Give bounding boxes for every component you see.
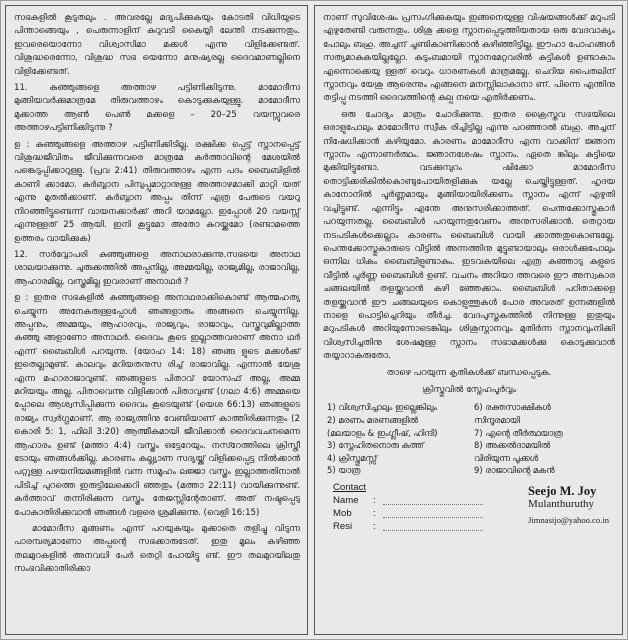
name-colon: : bbox=[373, 494, 376, 506]
left-paragraph-1: സഭകളിൽ കൂടുതലും . അവരല്ലേ മദ്യപിക്കുകയും കോടതി വിധിയുടെ പിന്താങ്ങെയും , പെരുന്നാളിന് കുറുവടി കൈയ്യി ലേന്തി നടക്കുന്നതും. ഇവരെയൊന്നോ വിശ്വാസിമാ മക്കൾ എന്നു വിളിക്കേണ്ടത്. വിശുദ്ധരെന്നോ, വിശുദ്ധ സഭ യെന്നോ മനുഷ്യരല്ല ദൈവമാണല്ലിനെ വിളിക്കേണ്ടത്. bbox=[14, 13, 300, 77]
list-item: 4) ക്രിസ്തുമസ്സ് bbox=[327, 452, 377, 463]
list-item: 5) യാത്ര bbox=[327, 465, 361, 476]
list-item: 7) എന്റെ തീർത്ഥയാത്ര bbox=[474, 427, 563, 438]
list-item: വിരിയുന്ന പൂക്കൾ bbox=[474, 452, 538, 463]
contact-heading: Contact bbox=[333, 481, 367, 493]
list-item: (മലയാളം & ഇംഗ്ലീഷ്, ഹിന്ദി) bbox=[327, 427, 438, 438]
mob-fill-line bbox=[383, 509, 483, 518]
question-12: 12. സർവ്വോപരി കുഞ്ഞുങ്ങളെ അനാഥരാക്കുന്നു.സഭയെ അനാഥ ശാലയാക്കുന്നു. ചുരുക്കത്തിൽ അപ്പനില്ല, അമ്മയില്ല, രാജ്യമില്ല, രാജാവില്ല, ആഹാരമില്ല, വസ്ത്രമില്ല ഇവരാണ് അനാഥർ ? bbox=[14, 249, 300, 287]
reading-list-left bbox=[327, 401, 468, 477]
list-item: 2) മരണം മരണങ്ങളിൽ bbox=[327, 414, 418, 425]
reading-list bbox=[327, 401, 615, 477]
resi-colon: : bbox=[373, 520, 376, 532]
contact-form bbox=[333, 494, 483, 533]
signature-block bbox=[528, 485, 609, 527]
list-item: 1) വിശ്വസിച്ചാലും ഇല്ലെങ്കിലും bbox=[327, 402, 437, 413]
name-fill-line bbox=[383, 496, 483, 505]
right-paragraph-1: നാണ് സുവിശേഷം പ്രസംഗിക്കുകയും ഇങ്ങനെയുള്ള വിഷയങ്ങൾക്ക് മറുപടി എഴുതേണ്ടി വരുന്നതും. ശിശു ക്കളെ സ്നാനപ്പെടുത്തിയതായ ഒരു വേദവാക്യം പോലും ബഹു. അച്ചന് ചൂണ്ടികാണിക്കാൻ കഴിഞ്ഞിട്ടില്ല. ഈഹാ പോഹങ്ങൾ സത്യമാകുകയില്ലല്ലോ. കുടുംബമായി സ്നാനമേറ്റവരിൽ കുട്ടികൾ ഉണ്ടാകാം എന്നൊക്കെയു ള്ളത് വെറും ധാരണകൾ മാത്രമല്ലേ. ചെറിയ പൈതലിന് സ്നാനവും യേശു ആരെന്നും എങ്ങനെ മനസ്സിലാകാനാ ണ്. പിന്നെ എന്തിനു തട്ടിപ്പു നടത്തി ദൈവത്തിന്റെ കല്പ നയെ എതിർക്കണം. bbox=[323, 13, 615, 104]
reading-list-right bbox=[474, 401, 615, 477]
mob-colon: : bbox=[373, 507, 376, 519]
list-item: 8) അക്കൽദാമയിൽ bbox=[474, 440, 551, 451]
resi-label: Resi bbox=[333, 520, 353, 532]
list-item: 6) രക്തസാക്ഷികൾ bbox=[474, 402, 551, 413]
author-email: Jimnasijo@yahoo.co.in bbox=[528, 514, 609, 525]
reading-list-subtitle: ക്രിസ്തുവിൽ സ്നേഹപൂർവ്വം bbox=[421, 384, 517, 395]
list-item: സിന്ദൂരമായി bbox=[474, 414, 520, 425]
right-column bbox=[314, 5, 623, 635]
contact-mob-row bbox=[333, 507, 483, 520]
mob-label: Mob bbox=[333, 507, 352, 519]
contact-block bbox=[323, 481, 615, 553]
author-name: Seejo M. Joy bbox=[528, 483, 597, 498]
list-item: 9) രാജാവിന്റെ മകൻ bbox=[474, 465, 555, 476]
right-paragraph-2: ഒരു ചോദ്യം മാത്രം ചോദിക്കുന്നു. ഇതര ക്രൈസ്തവ സഭയിലെ ഒരാളുപോലും മാമോദീസ സ്വീക രിച്ചിട്ടില്ല എന്നു പറഞ്ഞാൽ ബഹു. അച്ചന് നിഷേധിക്കാൻ കഴിയുമോ. കാരണം മാമോദീസ എന്ന വാക്കിന് ജ്ഞാന സ്നാനം എന്നാണർത്ഥം. ജ്ഞാനശേഷം സ്നാനം. ഏതെ ങ്കിലും കുട്ടിയെ മുക്കിയിട്ടുണ്ടോ. വടക്കുമ്പുറം ഷിക്കോ മാമോദീസ തൊട്ടിക്കരികിൽകൊണ്ടുപോയിതളിക്കുക യല്ലേ ചെയ്തിട്ടുള്ളത്. ഹൃദയ കാനോനിൽ പൂർണ്ണമായും മുങ്ങിയായിരിക്കണം സ്നാനം എന്ന് എഴുതി വച്ചിട്ടുണ്ട്. എന്നിട്ടും എന്തേ അനുസരിക്കാത്തത്. പെന്തക്കോസ്തുകാർ പറയുന്നതല്ല. ബൈബിൾ പറയുന്നതുവേണം അനുസരിക്കാൻ. തെറ്റായ നടപടികൾക്കെല്ലാം കാരണം ബൈബിൾ വായി ക്കാത്തതുകൊണ്ടല്ലേ. പെന്തക്കോസ്തുകാരുടെ വീട്ടിൽ അന്നത്തിനു മുട്ടുണ്ടായാലും ഒരാൾക്കുപോലും ഒന്നില ധികം ബൈബിളുണ്ടാകും. ഇടവകയിലെ എത്ര കുഞ്ഞാടു കളുടെ വീട്ടിൽ പൂർണ്ണ ബൈബിൾ ഉണ്ട്. വചനം അറിയാ ത്തവരെ ഈ അസ്വകാര ചങ്ങലയിൽ തളയ്ക്കുവാൻ കഴി ഞ്ഞേക്കാം. ബൈബിൾ പഠിതാക്കളെ തളയ്ക്കുവാൻ ഈ ചങ്ങലയുടെ കൊളുത്തുകൾ പോര അവരത് ഉന്നങ്ങളിൽ നാളെ പൊട്ടിച്ചെറിയും തീർച്ച. വേദപുസ്തകത്തിൽ നിന്നുള്ള ഇതുയും മറുപടികൾ അറിയുന്നോടെങ്കിലും ശിശുസ്നാനവും മുതിർന്ന സ്നാനവുംനിക്കി വിശ്വസിച്ചതിനു ശേഷമുള്ള സ്നാനം സഭാമക്കൾക്കു കൊടുക്കുവാൻ തയ്യാറാകരുതോ. bbox=[323, 109, 615, 362]
resi-fill-line bbox=[383, 522, 483, 531]
left-closing-paragraph: മാമോദീസ മുങ്ങണം എന്ന് പറയുകയും മുക്കാതെ തളിച്ചു വിടുന്ന പാരമ്പര്യമാണോ അപ്പന്റെ സഭക്കാരുടേത്. ഇതു മൂലം കഴിഞ്ഞ തലമുറകളിൽ അനവധി പേർ തെറ്റി പോയിട്ടു ണ്ട്. ഈ തലമുറയിലതു സംഭവിക്കാതിരിക്കാ bbox=[14, 524, 300, 575]
reading-list-title: താഴെ പറയുന്ന കൃതികൾക്ക് ബന്ധപ്പെടുക. bbox=[386, 367, 552, 378]
left-column bbox=[5, 5, 308, 635]
author-place: Mulanthuruthy bbox=[528, 498, 595, 511]
name-label: Name bbox=[333, 494, 359, 506]
answer-11: ഉ : കുഞ്ഞുങ്ങളെ അത്താഴ പട്ടിണിക്കിടില്ല. രക്ഷിക്ക പ്പെട്ട് സ്നാനപ്പെട്ട് വിശുദ്ധജീവിതം ജീവിക്കുന്നവരെ മാത്രമേ കർത്താവിന്റെ മേശയിൽ പങ്കെടുപ്പിക്കാറുള്ളു. (പ്രവ 2:41) തിരുവത്താഴം എന്ന പദം ബൈബിളിൽ കാണി ക്കാമോ. കുർബ്ബാന പിമ്പുപ്പുമാറ്റാനുള്ള അത്താഴമാക്കി മാറ്റി യത് എന്നു മുതൽക്കാണ്. കുർബ്ബാന അപ്പം തിന്ന് എത്ര പേരുടെ വയറു നിറഞ്ഞിട്ടുണ്ടെന്ന് വായനക്കാർക്ക് അറി യാമല്ലോ. ഇപ്പോൾ 20 വയസ്സ് എന്നുള്ളത് 25 ആയി. ഇനി കൂട്ടുമോ അതോ കുറയ്ക്കുമോ (രണ്ടാമത്തെ ഉത്തരം വായിക്കുക) bbox=[14, 139, 300, 244]
answer-12: ഉ : ഇതര സഭകളിൽ കുഞ്ഞുങ്ങളെ അനാഥരാക്കികൊണ്ട് ആത്മഹത്യ ചെയ്യുന്ന അനേകരുള്ളപ്പോൾ ഞങ്ങളാരും അങ്ങനെ ചെയ്യുന്നില്ല. അപ്പനും, അമ്മയും, ആഹാരവും, രാജ്യവും, രാജാവും, വസ്ത്രവുമില്ലാത്ത കുഞ്ഞു ങ്ങളാണോ അനാഥർ. ദൈവം കൂടെ ഇല്ലാത്തവരാണ് അനാ ഥർ എന്ന് ബൈബിൾ പറയുന്നു. (യോഹ 14: 18) ഞങ്ങ ളുടെ മക്കൾക്ക് ഇതെല്ലാമുണ്ട്. കാലവും മറിയതനുസ രിച്ച് രാജാവില്ല. എന്നാൽ യേശു എന്ന മഹാരാജാവുണ്ട്. ഞങ്ങളുടെ പിതാവ് യോസഫ് അല്ല, അമ്മ മറിയയും അല്ല. പിതാവെന്നു വിളിക്കാൻ പിതാവുണ്ട് (ഗലാ 4:6) അമ്മയെ പ്പോലെ ആശ്വസിപ്പിക്കുന്ന ദൈവം കൂടെയുണ്ട് (യെശ 66:13) ഞങ്ങളുടെ രാജ്യം സ്വർഗ്ഗമാണ്. ആ രാജ്യത്തിനു വേണ്ടിയാണ് കാത്തിരിക്കുന്നതും (2 കൊരി 5: 1, ഫിലി 3:20) ആത്മീകമായി ജീവിക്കാൻ ദൈവവചനമെന്ന ആഹാരം ഉണ്ട് (മത്താ 4:4) വസ്ത്രം ഒട്ടേറേയും. നസ്റേത്തിലെ ക്രിസ്തീ ടോയും ഞങ്ങൾക്കില്ല. കാരണം കല്ല്യാണ സദ്യയ്ക്ക് വിളിക്കപ്പെട്ട നിൽക്കാൻ പറ്റുള്ള പഴയനിയമങ്ങളിൽ വന്ന സമൂഹം ലജ്ജാ വസ്ത്രം ഇല്ലാത്തതിനാൽ പിടിച്ച് പുറത്തെ ഇരുട്ടിലേക്കെറി ഞ്ഞതും (മത്താ 22:11) വായിക്കുന്നുണ്ട്. കർത്താവ് തന്നിരിക്കുന്ന വസ്ത്രം തേജസ്സിന്റേതാണ്. അത് നഷ്ടപ്പെടു പോകാതിരിക്കുവാൻ ഞങ്ങൾ വളരെ ശ്രമിക്കുന്നു. (വെളി 16:15) bbox=[14, 293, 300, 518]
question-11: 11. കുഞ്ഞുങ്ങളെ അത്താഴ പട്ടിണിക്കിടുന്നു. മാമോദീസ മുങ്ങിയവർക്കുമാത്രമേ തിരുവത്താഴം കൊടുക്കുകയുള്ളു. മാമോദീസ മുക്കാത്ത ആൺ പെൺ മക്കളെ – 20–25 വയസ്സുവരെ അത്താഴപട്ടിണിക്കിടുന്നു ? bbox=[14, 83, 300, 134]
list-item: 3) സ്നേഹിതനൊരു കത്ത് bbox=[327, 440, 424, 451]
contact-name-row bbox=[333, 494, 483, 507]
contact-resi-row bbox=[333, 520, 483, 533]
